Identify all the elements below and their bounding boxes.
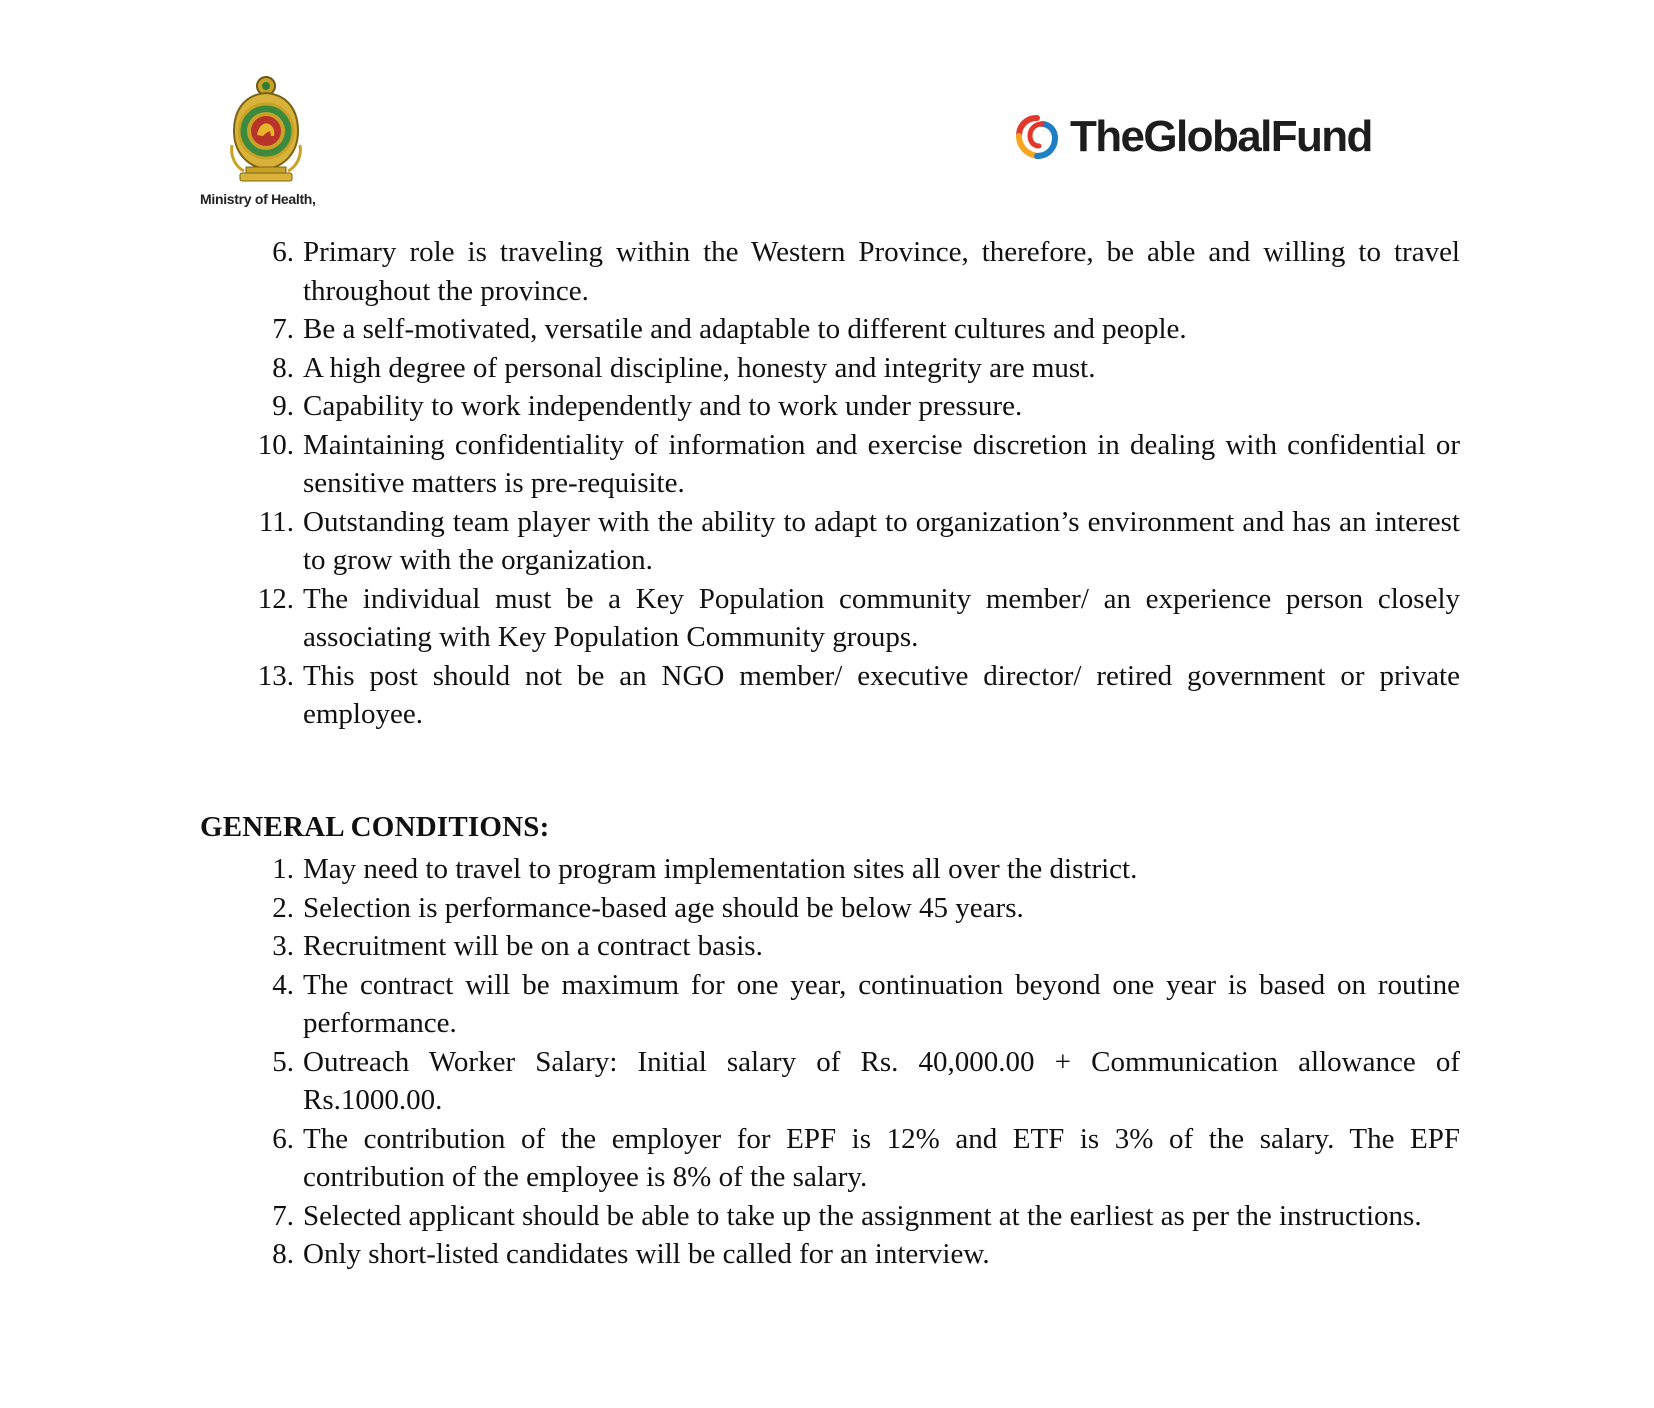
list-number: 12. — [257, 582, 294, 615]
list-text: Only short-listed candidates will be called for an interview. — [303, 1238, 990, 1270]
list-text: A high degree of personal discipline, honesty and integrity are must. — [303, 351, 1096, 384]
list-number: 2. — [272, 891, 294, 924]
list-item — [200, 503, 1460, 580]
requirements-list — [200, 233, 1460, 734]
list-number: 6. — [272, 1122, 294, 1155]
global-fund-wordmark: TheGlobalFund — [1070, 112, 1372, 161]
list-item — [200, 1043, 1460, 1120]
list-item — [200, 889, 1460, 928]
list-text: Capability to work independently and to work under pressure. — [303, 390, 1023, 422]
list-text: Outreach Worker Salary: Initial salary of Rs. 40,000.00 + Communication allowance of Rs.1000.00. — [303, 1045, 1460, 1116]
list-text: This post should not be an NGO member/ executive director/ retired government or private employee. — [303, 659, 1460, 730]
list-item — [200, 310, 1460, 349]
list-number: 4. — [272, 968, 294, 1001]
list-text: Maintaining confidentiality of information and exercise discretion in dealing with confidential or sensitive matters is pre-requisite. — [303, 428, 1460, 499]
list-number: 3. — [272, 930, 294, 962]
list-number: 1. — [272, 853, 294, 885]
list-number: 6. — [272, 236, 294, 268]
list-number: 13. — [257, 659, 294, 692]
list-number: 9. — [272, 390, 294, 422]
list-text: Outstanding team player with the ability to adapt to organization’s environment and has an interest to grow with the organization. — [303, 505, 1460, 576]
list-item — [200, 233, 1460, 310]
list-number: 8. — [272, 351, 294, 384]
list-item — [200, 1120, 1460, 1197]
global-fund-swirl-icon — [1012, 112, 1062, 162]
list-text: Selected applicant should be able to take up the assignment at the earliest as per the instructions. — [303, 1199, 1422, 1232]
list-number: 11. — [258, 505, 294, 538]
ministry-header — [200, 75, 350, 207]
list-text: Selection is performance-based age should be below 45 years. — [303, 891, 1024, 924]
list-number: 7. — [272, 313, 294, 345]
list-text: The individual must be a Key Population community member/ an experience person closely associating with Key Population Community groups. — [303, 582, 1460, 653]
list-text: The contribution of the employer for EPF is 12% and ETF is 3% of the salary. The EPF contribution of the employee is 8% of the salary. — [303, 1122, 1460, 1193]
general-conditions-heading: GENERAL CONDITIONS: — [200, 811, 550, 843]
list-item — [200, 850, 1460, 889]
list-text: May need to travel to program implementation sites all over the district. — [303, 853, 1138, 885]
list-number: 7. — [272, 1199, 294, 1232]
global-fund-logo — [1012, 112, 1372, 162]
list-text: Primary role is traveling within the Western Province, therefore, be able and willing to travel throughout the province. — [303, 236, 1460, 307]
list-item — [200, 426, 1460, 503]
list-text: Recruitment will be on a contract basis. — [303, 930, 763, 962]
list-item — [200, 657, 1460, 734]
list-item — [200, 349, 1460, 388]
list-item — [200, 1235, 1460, 1274]
list-item — [200, 387, 1460, 426]
list-number: 8. — [272, 1238, 294, 1270]
ministry-label: Ministry of Health, — [200, 191, 316, 207]
list-text: The contract will be maximum for one year, continuation beyond one year is based on routine performance. — [303, 968, 1460, 1039]
list-item — [200, 927, 1460, 966]
list-item — [200, 966, 1460, 1043]
list-number: 5. — [272, 1045, 294, 1078]
sri-lanka-emblem-icon — [228, 75, 304, 183]
general-conditions-list — [200, 850, 1460, 1274]
list-text: Be a self-motivated, versatile and adaptable to different cultures and people. — [303, 313, 1187, 345]
list-item — [200, 580, 1460, 657]
list-item — [200, 1197, 1460, 1236]
list-number: 10. — [257, 428, 294, 461]
